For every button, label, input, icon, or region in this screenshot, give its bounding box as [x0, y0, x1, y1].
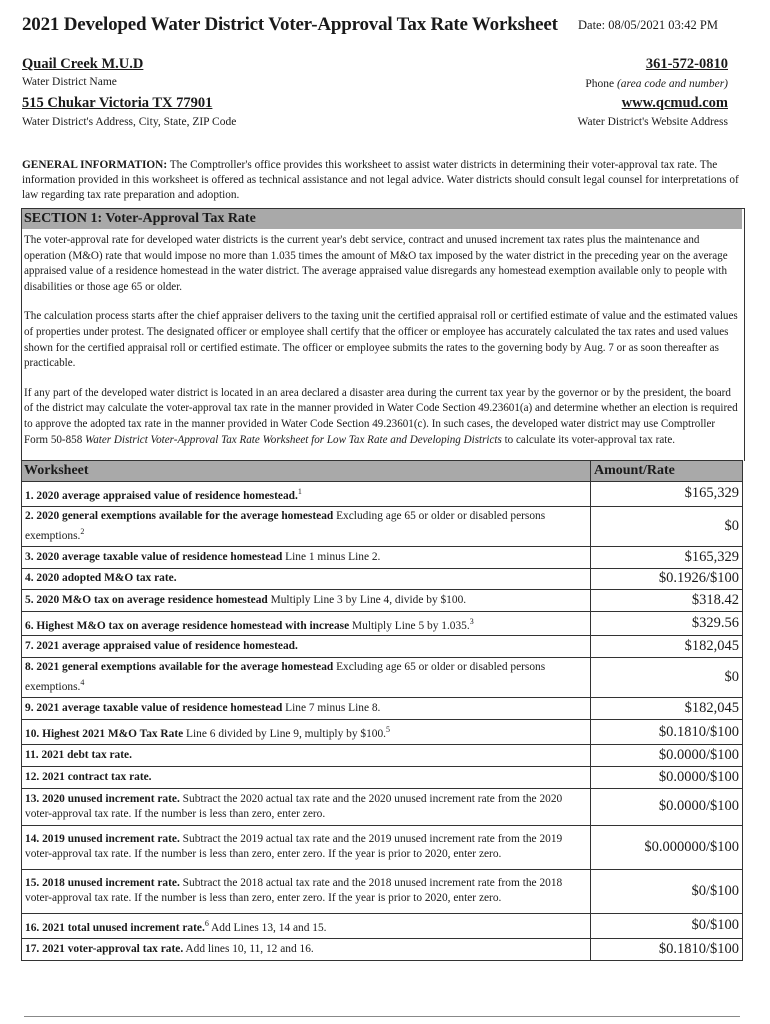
worksheet-body: [22, 482, 743, 961]
line-description: [22, 506, 591, 546]
line-instruction: Excluding age 65 or older or disabled persons exemptions.: [25, 509, 546, 542]
date-stamp: Date: 08/05/2021 03:42 PM: [578, 18, 718, 32]
section-1-paragraph-1: The voter-approval rate for developed water districts is the current year's debt service, contract and unused increment tax rates plus the maintenance and operation (M&O) rate that would impose no more than 1.035 times the amount of M&O tax imposed by the water district in the preceding year on the average appraised value of a residence homestead in the water district. The average appraised value disregards any homestead exemption available only to people with disabilities or those age 65 or older.: [24, 234, 728, 293]
worksheet-line-17: [22, 938, 743, 960]
worksheet-line-16: [22, 913, 743, 938]
section-1-body: [24, 233, 740, 462]
line-amount: $318.42: [591, 589, 743, 611]
general-information: [22, 158, 742, 203]
line-label: 2. 2020 general exemptions available for the average homestead: [25, 509, 334, 522]
worksheet-line-9: [22, 698, 743, 720]
line-description: [22, 546, 591, 568]
line-amount: $182,045: [591, 636, 743, 658]
line-label: 14. 2019 unused increment rate.: [25, 833, 180, 846]
footnote-marker: 6: [204, 918, 209, 928]
page-bottom-rule: [24, 1016, 740, 1017]
line-description: [22, 720, 591, 745]
line-amount: $165,329: [591, 546, 743, 568]
phone-caption: [585, 78, 728, 90]
para3-end: to calculate its voter-approval tax rate.: [501, 433, 676, 446]
line-description: [22, 913, 591, 938]
phone-number: 361-572-0810: [645, 56, 728, 72]
line-description: [22, 825, 591, 869]
line-label: 16. 2021 total unused increment rate.: [25, 921, 205, 934]
district-name-caption: Water District Name: [22, 76, 117, 88]
line-label: 1. 2020 average appraised value of residence homestead.: [25, 489, 298, 502]
worksheet-table: [21, 460, 743, 961]
line-description: [22, 698, 591, 720]
line-description: [22, 568, 591, 589]
line-label: 3. 2020 average taxable value of residence homestead: [25, 550, 283, 563]
line-description: [22, 938, 591, 960]
line-amount: $0.0000/$100: [591, 744, 743, 766]
line-label: 11. 2021 debt tax rate.: [25, 748, 132, 761]
line-amount: $165,329: [591, 482, 743, 507]
amount-column-header: Amount/Rate: [591, 461, 743, 482]
phone-caption-prefix: Phone: [585, 78, 615, 90]
line-description: [22, 658, 591, 698]
footnote-marker: 1: [297, 487, 302, 496]
line-description: [22, 744, 591, 766]
line-instruction: Line 7 minus Line 8.: [282, 702, 381, 715]
address-caption: Water District's Address, City, State, ZIP Code: [22, 116, 237, 128]
worksheet-line-13: [22, 788, 743, 825]
line-amount: $0/$100: [591, 913, 743, 938]
para3-form-title: Water District Voter-Approval Tax Rate Worksheet for Low Tax Rate and Developing Districts: [85, 433, 502, 446]
phone-caption-italic: (area code and number): [616, 78, 728, 90]
line-description: [22, 482, 591, 507]
para3-start: If any part of the developed water district is located in an area declared a disaster area during the current tax year by the governor or by the president, the board of the district may calculate the voter-approval tax rate in the manner provided in Water Code Section 49.23601(a) and determine whether an election is required to approve the adopted tax rate in the manner provided in Water Code Section 49.23601(c). In such cases, the developed water district may use Comptroller Form 50-858: [24, 386, 738, 446]
line-amount: $0.000000/$100: [591, 825, 743, 869]
line-label: 5. 2020 M&O tax on average residence homestead: [25, 593, 268, 606]
line-label: 17. 2021 voter-approval tax rate.: [25, 942, 184, 955]
line-label: 4. 2020 adopted M&O tax rate.: [25, 572, 177, 585]
line-amount: $0.1926/$100: [591, 568, 743, 589]
line-description: [22, 869, 591, 913]
line-instruction: Add lines 10, 11, 12 and 16.: [183, 942, 314, 955]
line-description: [22, 766, 591, 788]
section-1-paragraph-3: [24, 386, 740, 448]
worksheet-line-15: [22, 869, 743, 913]
worksheet-line-7: [22, 636, 743, 658]
website-link[interactable]: www.qcmud.com: [621, 95, 728, 111]
footnote-marker: 5: [386, 725, 390, 735]
line-instruction: Multiply Line 3 by Line 4, divide by $100.: [267, 593, 467, 606]
worksheet-line-10: [22, 720, 743, 745]
worksheet-line-12: [22, 766, 743, 788]
line-amount: $0/$100: [591, 869, 743, 913]
line-description: [22, 589, 591, 611]
line-label: 12. 2021 contract tax rate.: [25, 770, 152, 783]
general-information-text: The Comptroller's office provides this worksheet to assist water districts in determining their voter-approval tax rate. The information provided in this worksheet is offered as technical assistance and not legal advice. Water districts should consult legal counsel for interpretations of law regarding tax rate preparation and adoption.: [22, 159, 739, 201]
worksheet-line-11: [22, 744, 743, 766]
line-instruction: Multiply Line 5 by 1.035.: [349, 619, 470, 632]
line-instruction: Excluding age 65 or older or disabled persons exemptions.: [25, 661, 546, 694]
line-amount: $0: [591, 658, 743, 698]
line-label: 6. Highest M&O tax on average residence homestead with increase: [25, 619, 350, 632]
worksheet-line-3: [22, 546, 743, 568]
line-label: 10. Highest 2021 M&O Tax Rate: [25, 727, 184, 740]
district-address: 515 Chukar Victoria TX 77901: [22, 95, 213, 111]
line-instruction: Add Lines 13, 14 and 15.: [208, 921, 327, 934]
section-1-paragraph-2: The calculation process starts after the chief appraiser delivers to the taxing unit the certified appraisal roll or certified estimate of value and the estimated values of properties under protest. The designated officer or employee shall certify that the officer or employee has accurately calculated the tax rates and used values shown for the certified appraisal roll or certified estimate. The officer or employee submits the rates to the governing body by Aug. 7 or as soon thereafter as practicable.: [24, 310, 738, 370]
line-amount: $0.0000/$100: [591, 788, 743, 825]
line-amount: $0.1810/$100: [591, 720, 743, 745]
worksheet-line-14: [22, 825, 743, 869]
line-instruction: Subtract the 2020 actual tax rate and the 2020 unused increment rate from the 2020 voter-approval tax rate. If the number is less than zero, enter zero.: [25, 792, 563, 820]
footnote-marker: 2: [80, 526, 85, 536]
line-label: 15. 2018 unused increment rate.: [25, 877, 180, 890]
worksheet-line-1: [22, 482, 743, 507]
worksheet-line-6: [22, 611, 743, 636]
line-label: 8. 2021 general exemptions available for the average homestead: [25, 661, 334, 674]
line-amount: $0.1810/$100: [591, 938, 743, 960]
line-label: 13. 2020 unused increment rate.: [25, 792, 180, 805]
line-description: [22, 788, 591, 825]
line-label: 7. 2021 average appraised value of residence homestead.: [25, 640, 298, 653]
line-label: 9. 2021 average taxable value of residence homestead: [25, 702, 283, 715]
line-instruction: Line 1 minus Line 2.: [282, 550, 381, 563]
footnote-marker: 4: [80, 678, 85, 688]
worksheet-column-header: Worksheet: [22, 461, 591, 482]
general-information-label: GENERAL INFORMATION:: [22, 159, 168, 171]
line-instruction: Line 6 divided by Line 9, multiply by $100.: [183, 727, 386, 740]
worksheet-line-2: [22, 506, 743, 546]
section-1-heading: SECTION 1: Voter-Approval Tax Rate: [22, 209, 742, 229]
worksheet-header-row: [22, 461, 743, 482]
line-amount: $182,045: [591, 698, 743, 720]
line-amount: $329.56: [591, 611, 743, 636]
line-description: [22, 611, 591, 636]
line-instruction: Subtract the 2018 actual tax rate and the 2018 unused increment rate from the 2018 voter-approval tax rate. If the number is less than zero, enter zero. If the year is prior to 2020, enter zero.: [25, 877, 563, 905]
worksheet-line-4: [22, 568, 743, 589]
district-name: Quail Creek M.U.D: [22, 56, 144, 72]
website-caption: Water District's Website Address: [577, 116, 728, 128]
page-title: 2021 Developed Water District Voter-Approval Tax Rate Worksheet: [22, 14, 558, 35]
line-amount: $0: [591, 506, 743, 546]
worksheet-line-8: [22, 658, 743, 698]
footnote-marker: 3: [469, 616, 474, 626]
line-instruction: Subtract the 2019 actual tax rate and the 2019 unused increment rate from the 2019 voter-approval tax rate. If the number is less than zero, enter zero. If the year is prior to 2020, enter zero.: [25, 833, 563, 861]
line-description: [22, 636, 591, 658]
worksheet-line-5: [22, 589, 743, 611]
line-amount: $0.0000/$100: [591, 766, 743, 788]
